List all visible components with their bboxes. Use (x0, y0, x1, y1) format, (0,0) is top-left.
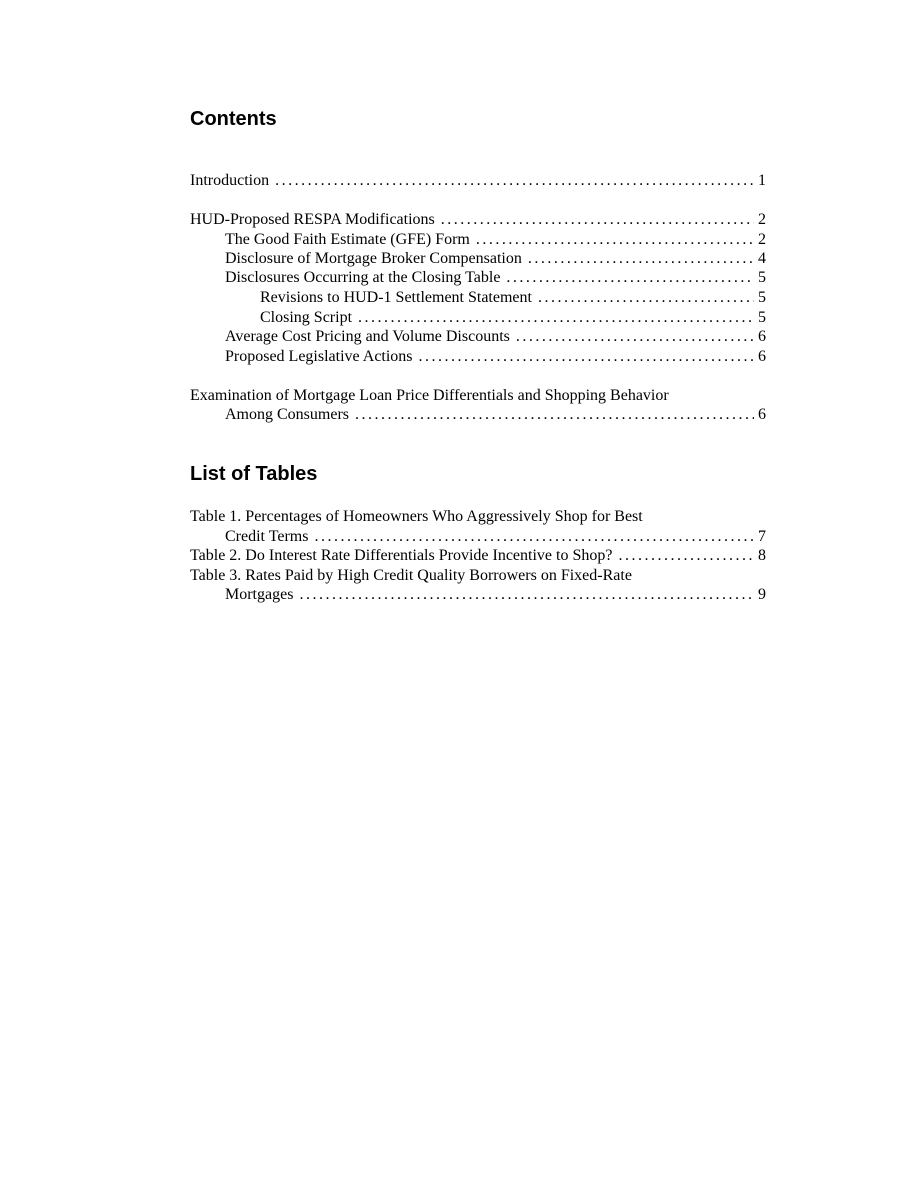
toc-page-number: 2 (758, 211, 766, 228)
dot-leader (516, 327, 754, 347)
dot-leader (476, 230, 754, 250)
toc-entry-label: Proposed Legislative Actions (225, 348, 413, 365)
toc-entry-label: Credit Terms (225, 528, 309, 545)
toc-page-number: 2 (758, 231, 766, 248)
toc-entry-label: Table 2. Do Interest Rate Differentials Provide Incentive to Shop? (190, 547, 613, 564)
toc-page-number: 5 (758, 289, 766, 306)
table-entry-1[interactable] (225, 527, 766, 547)
toc-page-number: 6 (758, 406, 766, 423)
toc-entry-label: Closing Script (260, 309, 353, 326)
toc-entry-legislative-actions[interactable] (225, 347, 766, 367)
toc-entry-hud1-revisions[interactable] (260, 288, 766, 308)
dot-leader (299, 585, 754, 605)
toc-entry-closing-script[interactable] (260, 308, 766, 328)
dot-leader (528, 249, 754, 269)
table-entry-2[interactable] (190, 546, 766, 566)
dot-leader (441, 210, 754, 230)
toc-entry-examination-line1[interactable]: Examination of Mortgage Loan Price Differentials and Shopping Behavior (190, 387, 669, 404)
toc-page-number: 4 (758, 250, 766, 267)
toc-entry-label: Disclosure of Mortgage Broker Compensation (225, 250, 522, 267)
toc-page-number: 6 (758, 328, 766, 345)
toc-entry-label: Mortgages (225, 586, 294, 603)
dot-leader (419, 347, 754, 367)
toc-entry-closing-table-disclosures[interactable] (225, 268, 766, 288)
toc-entry-label: The Good Faith Estimate (GFE) Form (225, 231, 470, 248)
toc-entry-broker-compensation[interactable] (225, 249, 766, 269)
toc-page-number: 5 (758, 309, 766, 326)
table-entry-3-line1[interactable]: Table 3. Rates Paid by High Credit Quality Borrowers on Fixed-Rate (190, 567, 632, 584)
toc-entry-label: HUD-Proposed RESPA Modifications (190, 211, 435, 228)
table-entry-3[interactable] (225, 585, 766, 605)
dot-leader (538, 288, 754, 308)
toc-entry-introduction[interactable] (190, 171, 766, 191)
list-of-tables-heading: List of Tables (190, 463, 318, 485)
toc-entry-hud-proposed-respa[interactable] (190, 210, 766, 230)
toc-page-number: 7 (758, 528, 766, 545)
toc-entry-label: Among Consumers (225, 406, 349, 423)
contents-heading: Contents (190, 108, 277, 130)
toc-entry-label: Revisions to HUD-1 Settlement Statement (260, 289, 532, 306)
toc-page-number: 8 (758, 547, 766, 564)
dot-leader (618, 546, 754, 566)
dot-leader (314, 527, 754, 547)
dot-leader (506, 268, 754, 288)
dot-leader (275, 171, 754, 191)
toc-page-number: 5 (758, 269, 766, 286)
toc-entry-examination[interactable] (225, 405, 766, 425)
table-entry-1-line1[interactable]: Table 1. Percentages of Homeowners Who Aggressively Shop for Best (190, 508, 643, 525)
toc-page-number: 6 (758, 348, 766, 365)
dot-leader (358, 308, 754, 328)
toc-entry-gfe-form[interactable] (225, 230, 766, 250)
toc-entry-label: Disclosures Occurring at the Closing Table (225, 269, 501, 286)
toc-entry-label: Introduction (190, 172, 270, 189)
toc-entry-label: Average Cost Pricing and Volume Discounts (225, 328, 510, 345)
toc-page-number: 1 (758, 172, 766, 189)
dot-leader (355, 405, 754, 425)
toc-page-number: 9 (758, 586, 766, 603)
toc-entry-average-cost-pricing[interactable] (225, 327, 766, 347)
